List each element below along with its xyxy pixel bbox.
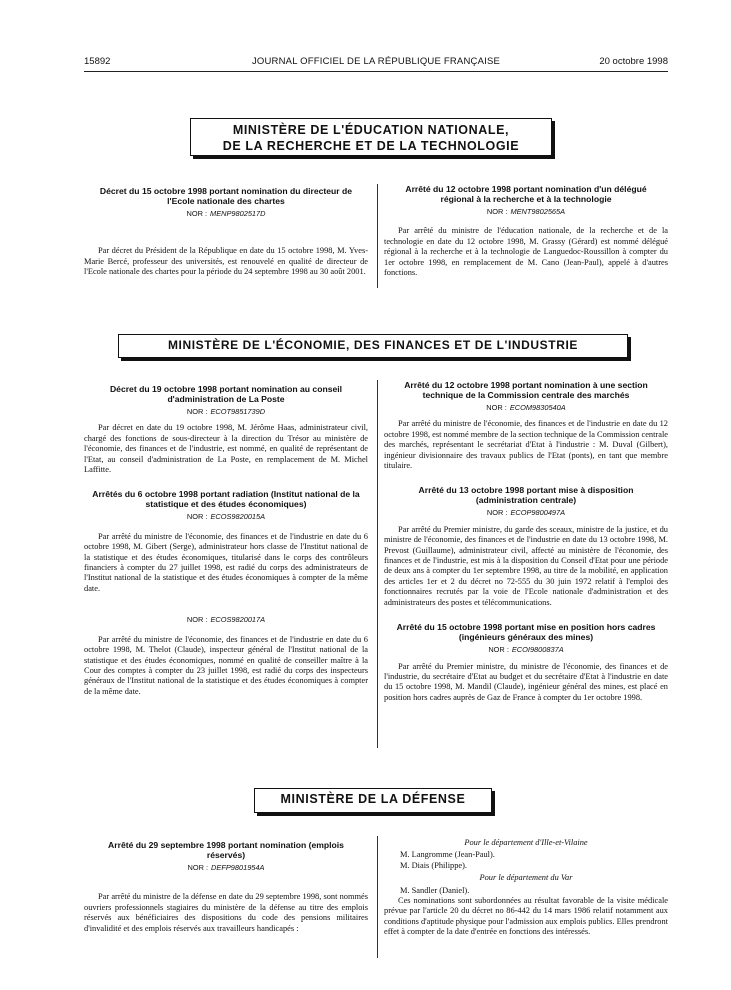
arrete-title: Arrêté du 13 octobre 1998 portant mise à disposition (administration centrale) (418, 485, 634, 506)
arrete-body: Par arrêté du Premier ministre, du ministre de l'économie, des finances et de l'industrie, du secrétaire d'Etat au budget et du secrétaire d'Etat à l'industrie en date du 15 octobre 1998, M. Mandil (Claude), ingénieur général des mines, est placé en position hors cadres auprès de Gaz de France à compter du 1er octobre 1998. (384, 661, 668, 702)
arrete-body: Par arrêté du ministre de la défense en date du 29 septembre 1998, sont nommés ouvriers professionnels stagiaires du ministère de la défense au titre des emplois réservés aux bénéficiaires des dispositions du code des pensions militaires d'invalidité et des emplois réservés aux travailleurs handicapés : (84, 892, 368, 933)
appointee-name: M. Sandler (Daniel). (400, 885, 470, 895)
issue-date: 20 octobre 1998 (599, 56, 668, 67)
nor-reference: NOR : DEFP9801954A (187, 863, 265, 872)
decree-body: Par décret en date du 19 octobre 1998, M. Jérôme Haas, administrateur civil, chargé des fonctions de sous-directeur à la direction du Trésor au ministère de l'économie, des finances et de l'industrie, est nommé, en qualité de représentant de l'Etat, au conseil d'administration de La Poste, en remplacement de M. Michel Laffitte. (84, 423, 368, 475)
nor-reference: NOR : ECOM9830540A (486, 403, 566, 412)
economie-right-column (384, 380, 668, 703)
column-separator (377, 184, 378, 288)
ministry-economie-title: MINISTÈRE DE L'ÉCONOMIE, DES FINANCES ET DE L'INDUSTRIE (167, 338, 579, 352)
defense-right-column (384, 836, 668, 938)
arrete-title: Arrêté du 12 octobre 1998 portant nomination d'un délégué régional à la recherche et à la technologie (405, 184, 647, 204)
page-number: 15892 (84, 56, 111, 67)
decree-title: Décret du 15 octobre 1998 portant nomination du directeur de l'Ecole nationale des chartes (99, 186, 353, 206)
nor-reference: NOR : ECOT9851739D (186, 407, 266, 416)
department-subheading: Pour le département d'Ille-et-Vilaine (464, 838, 588, 847)
arrete-title: Arrêté du 29 septembre 1998 portant nomination (emplois réservés) (108, 840, 344, 860)
ministry-defense-heading (254, 788, 492, 813)
nor-reference: NOR : MENP9802517D (186, 209, 266, 218)
column-separator (377, 836, 378, 958)
department-subheading: Pour le département du Var (479, 873, 573, 883)
appointee-name: M. Langromme (Jean-Paul). (400, 850, 495, 860)
arrete-body: Par arrêté du ministre de l'économie, des finances et de l'industrie en date du 6 octobre 1998, M. Gibert (Serge), administrateur hors classe de l'Institut national de la statistique et des études économiques, titularisé dans le corps des contrôleurs financiers à compter du 27 juillet 1998, est radié du corps des administrateurs de l'Institut national de la statistique et des études économiques à compter de la même date. (84, 531, 368, 593)
column-separator (377, 380, 378, 748)
decree-body: Par décret du Président de la République en date du 15 octobre 1998, M. Yves-Marie Bercé, professeur des universités, est renouvelé en qualité de directeur de l'Ecole nationale des chartes pour la période du 24 septembre 1998 au 30 août 2001. (84, 246, 368, 277)
ministry-defense-title: MINISTÈRE DE LA DÉFENSE (280, 792, 466, 806)
arrete-title: Arrêté du 15 octobre 1998 portant mise en position hors cadres (ingénieurs généraux des mines) (396, 622, 656, 643)
arretes-title: Arrêtés du 6 octobre 1998 portant radiation (Institut national de la statistique et des études économiques) (92, 489, 360, 510)
ministry-economie-heading (118, 334, 628, 358)
defense-left-column (84, 840, 368, 934)
arrete-title: Arrêté du 12 octobre 1998 portant nomination à une section technique de la Commission centrale des marchés (404, 380, 648, 400)
header-rule (84, 71, 668, 72)
arrete-body: Par arrêté du ministre de l'économie, des finances et de l'industrie en date du 12 octobre 1998, est nommé membre de la section technique de la Commission centrale des marchés, représentant le secrétariat d'Etat à l'industrie : M. Duval (Gilbert), ingénieur divisionnaire des travaux publics de l'Etat (ponts), en tant que membre titulaire. (384, 419, 668, 471)
ministry-education-title-line2: DE LA RECHERCHE ET DE LA TECHNOLOGIE (222, 139, 520, 153)
nor-reference: NOR : ECOI9800837A (488, 645, 564, 655)
ministry-education-heading (190, 118, 552, 156)
nominations-conditions: Ces nominations sont subordonnées au résultat favorable de la visite médicale prévue par l'article 20 du décret no 86-442 du 14 mars 1986 relatif notamment aux conditions d'aptitude physique pour l'admission aux emplois publics. Elles prendront effet à compter de la date d'entrée en fonctions des intéressés. (384, 896, 669, 937)
nor-reference: NOR : ECOS9820017A (186, 615, 266, 625)
journal-title: JOURNAL OFFICIEL DE LA RÉPUBLIQUE FRANÇAISE (251, 56, 501, 67)
nor-reference: NOR : MENT9802565A (486, 207, 566, 216)
economie-left-column (84, 384, 368, 697)
education-right-column (384, 184, 668, 278)
appointee-name: M. Diais (Philippe). (400, 860, 467, 870)
nor-reference: NOR : ECOP9800497A (486, 508, 566, 518)
arrete-body: Par arrêté du Premier ministre, du garde des sceaux, ministre de la justice, et du ministre de l'économie, des finances et de l'industrie en date du 13 octobre 1998, M. Prevost (Guillaume), administrateur civil, affecté au ministère de l'économie, des finances et de l'industrie, est mis à la disposition du Conseil d'Etat pour une période de deux ans à compter du 1er septembre 1998, au titre de la mobilité, en application des articles 1er et 2 du décret no 72-555 du 30 juin 1972 relatif à l'emploi des fonctionnaires recrutés par la voie de l'Ecole nationale d'administration et des administrateurs des postes et télécommunications. (384, 524, 668, 607)
arrete-body: Par arrêté du ministre de l'éducation nationale, de la recherche et de la technologie en date du 12 octobre 1998, M. Grassy (Gérard) est nommé délégué régional à la recherche et à la technologie de Languedoc-Roussillon à compter du 1er octobre 1998, en remplacement de M. Cano (Jean-Paul), appelé à d'autres fonctions. (384, 226, 668, 278)
nor-reference: NOR : ECOS9820015A (186, 512, 266, 522)
education-left-column (84, 186, 368, 278)
page-header (84, 56, 668, 70)
decree-title: Décret du 19 octobre 1998 portant nomination au conseil d'administration de La Poste (109, 384, 343, 404)
ministry-education-title-line1: MINISTÈRE DE L'ÉDUCATION NATIONALE, (232, 123, 510, 137)
arrete-body: Par arrêté du ministre de l'économie, des finances et de l'industrie en date du 6 octobre 1998, M. Thelot (Claude), inspecteur général de l'Institut national de la statistique et des études économiques, nommé en qualité de conseiller maître à la Cour des comptes à compter du 23 juillet 1998, est radié du corps des inspecteurs généraux de l'Institut national de la statistique et des études économiques à compter de la même date. (84, 634, 368, 696)
